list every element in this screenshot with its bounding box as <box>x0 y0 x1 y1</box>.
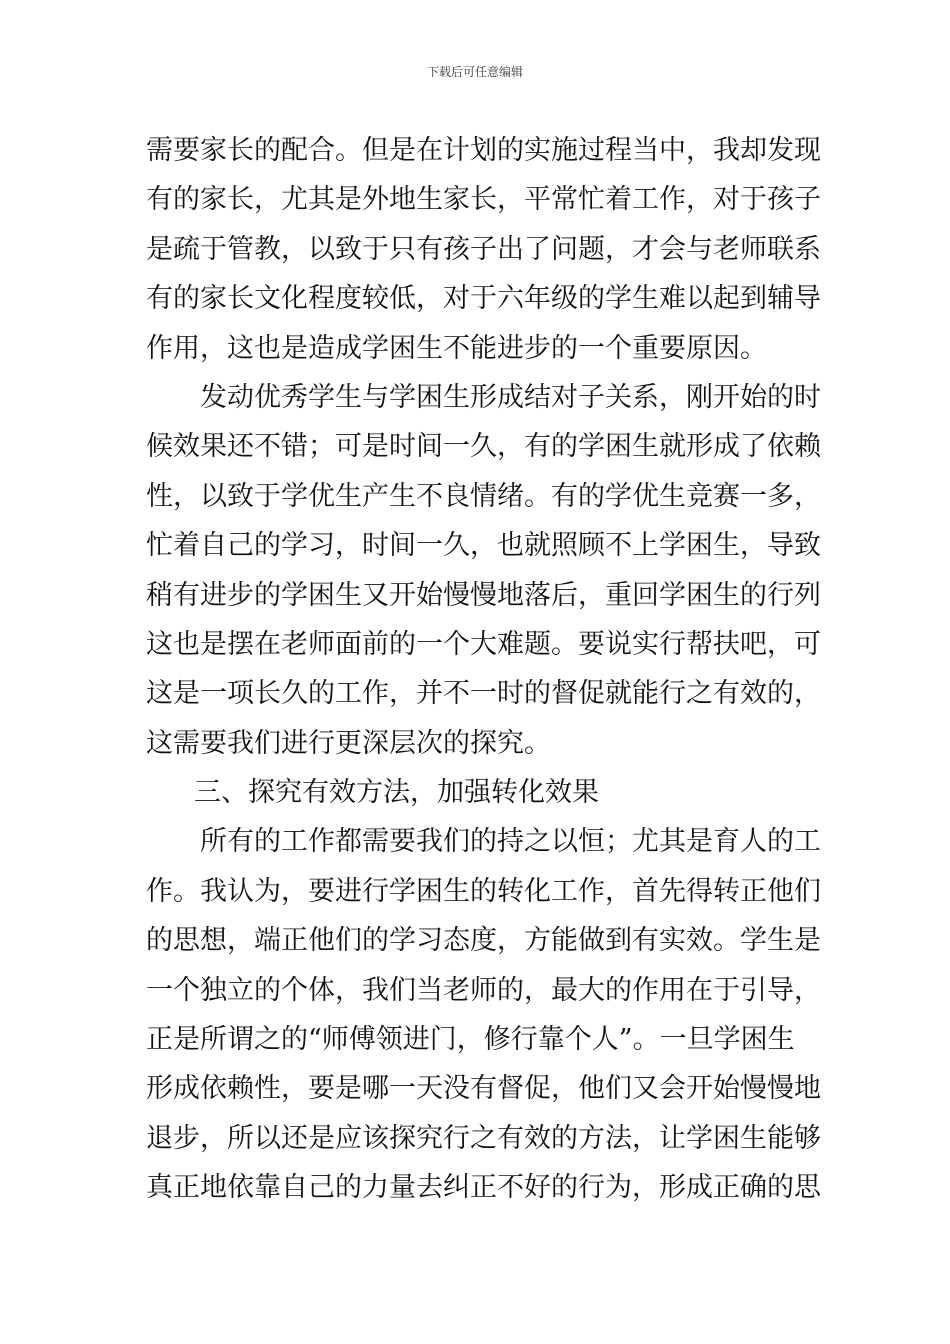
text-line: 需要家长的配合。但是在计划的实施过程当中，我却发现 <box>146 135 821 166</box>
text-line: 是疏于管教，以致于只有孩子出了问题，才会与老师联系 <box>146 233 821 265</box>
text-line: 有的家长，尤其是外地生家长，平常忙着工作，对于孩子 <box>146 184 821 216</box>
text-line: 性，以致于学优生产生不良情绪。有的学优生竞赛一多， <box>146 480 821 512</box>
text-line: 这需要我们进行更深层次的探究。 <box>146 727 551 759</box>
text-line: 有的家长文化程度较低，对于六年级的学生难以起到辅导 <box>146 283 821 315</box>
paragraph-first-line: 发动优秀学生与学困生形成结对子关系，刚开始的时 <box>200 381 821 413</box>
text-line: 作。我认为，要进行学困生的转化工作，首先得转正他们 <box>146 875 821 907</box>
text-line: 的思想，端正他们的学习态度，方能做到有实效。学生是 <box>146 925 821 957</box>
page-header: 下载后可任意编辑 <box>426 65 523 79</box>
text-line: 正是所谓之的“师傅领进门，修行靠个人”。一旦学困生 <box>146 1024 795 1056</box>
text-line: 忙着自己的学习，时间一久，也就照顾不上学困生，导致 <box>146 530 821 562</box>
text-line: 这也是摆在老师面前的一个大难题。要说实行帮扶吧，可 <box>146 628 821 660</box>
text-line: 真正地依靠自己的力量去纠正不好的行为，形成正确的思 <box>146 1172 821 1204</box>
text-line: 候效果还不错；可是时间一久，有的学困生就形成了依赖 <box>146 431 821 463</box>
document-body <box>146 126 821 1213</box>
text-line: 形成依赖性，要是哪一天没有督促，他们又会开始慢慢地 <box>146 1073 821 1105</box>
text-line: 稍有进步的学困生又开始慢慢地落后，重回学困生的行列 <box>146 579 821 611</box>
paragraph-first-line: 所有的工作都需要我们的持之以恒；尤其是育人的工 <box>200 826 821 858</box>
text-line: 作用，这也是造成学困生不能进步的一个重要原因。 <box>146 332 767 364</box>
text-line: 一个独立的个体，我们当老师的，最大的作用在于引导， <box>146 974 821 1006</box>
text-line: 退步，所以还是应该探究行之有效的方法，让学困生能够 <box>146 1122 821 1154</box>
section-heading: 三、探究有效方法，加强转化效果 <box>194 777 599 809</box>
text-line: 这是一项长久的工作，并不一时的督促就能行之有效的， <box>146 678 821 710</box>
